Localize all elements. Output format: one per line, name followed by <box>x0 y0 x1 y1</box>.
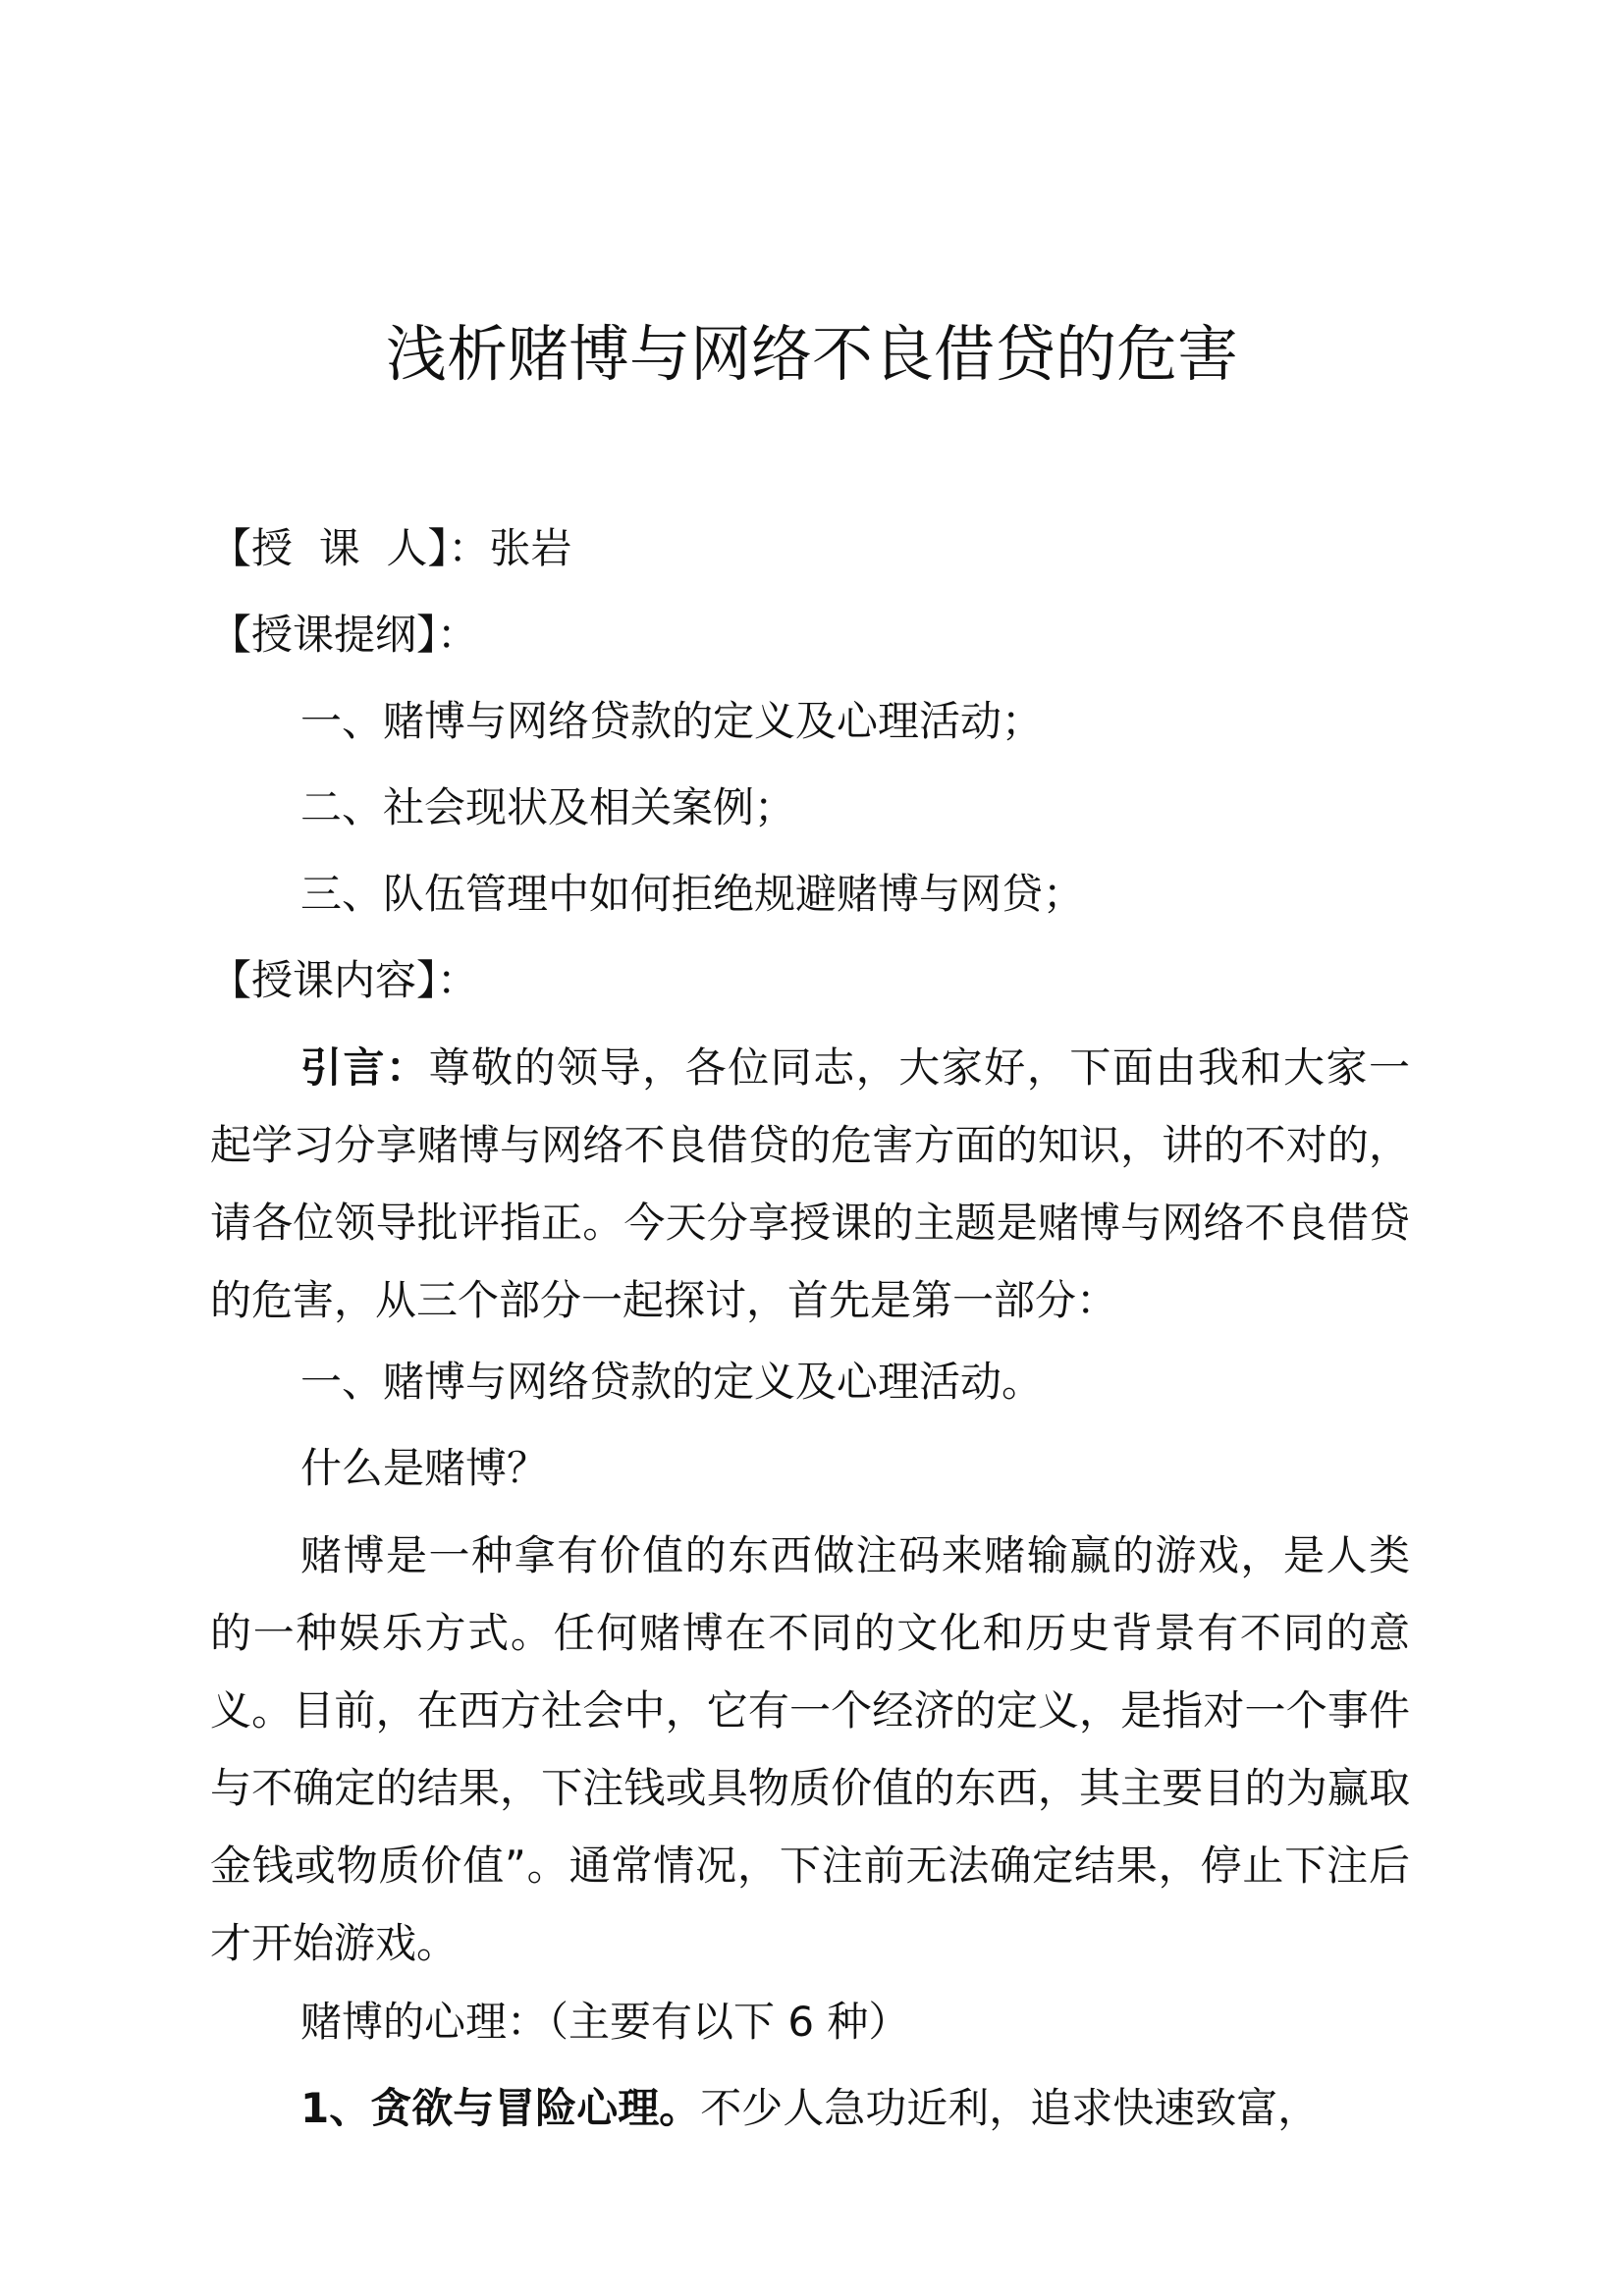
question-line: 什么是赌博？ <box>300 1444 549 1492</box>
intro-text: 尊敬的领导，各位同志，大家好，下面由我和大家一起学习分享赌博与网络不良借贷的危害方面的知识，讲的不对的，请各位领导批评指正。今天分享授课的主题是赌博与网络不良借贷的危害，从三个部分一起探讨，首先是第一部分： <box>210 1043 1410 1324</box>
outline-label: 【授课提纲】： <box>210 611 479 659</box>
content-label: 【授课内容】： <box>210 956 479 1004</box>
document-title: 浅析赌博与网络不良借贷的危害 <box>385 318 1238 390</box>
definition-paragraph: 赌博是一种拿有价值的东西做注码来赌输赢的游戏，是人类的一种娱乐方式。任何赌博在不同的文化和历史背景有不同的意义。目前，在西方社会中，它有一个经济的定义，是指对一个事件与不确定的结果，下注钱或具物质价值的东西，其主要目的为赢取金钱或物质价值”。通常情况，下注前无法确定结果，停止下注后才开始游戏。 <box>210 1531 1410 1967</box>
point-1-paragraph <box>210 2069 1410 2147</box>
outline-item-2: 二、社会现状及相关案例； <box>300 783 796 831</box>
point-1-text: 不少人急功近利，追求快速致富， <box>700 2084 1320 2132</box>
outline-item-1: 一、赌博与网络贷款的定义及心理活动； <box>300 697 1044 745</box>
section-1-heading: 一、赌博与网络贷款的定义及心理活动。 <box>300 1358 1044 1406</box>
psychology-heading: 赌博的心理：（主要有以下 6 种） <box>300 1998 910 2046</box>
outline-item-3: 三、队伍管理中如何拒绝规避赌博与网贷； <box>300 870 1085 918</box>
intro-paragraph <box>210 1029 1410 1339</box>
lecturer-name: 张岩 <box>489 524 572 572</box>
lecturer-label: 【授 课 人】： <box>210 524 490 572</box>
point-1-lead: 1、贪欲与冒险心理。 <box>300 2084 701 2132</box>
intro-lead: 引言： <box>300 1043 429 1092</box>
lecturer-line <box>210 509 571 588</box>
